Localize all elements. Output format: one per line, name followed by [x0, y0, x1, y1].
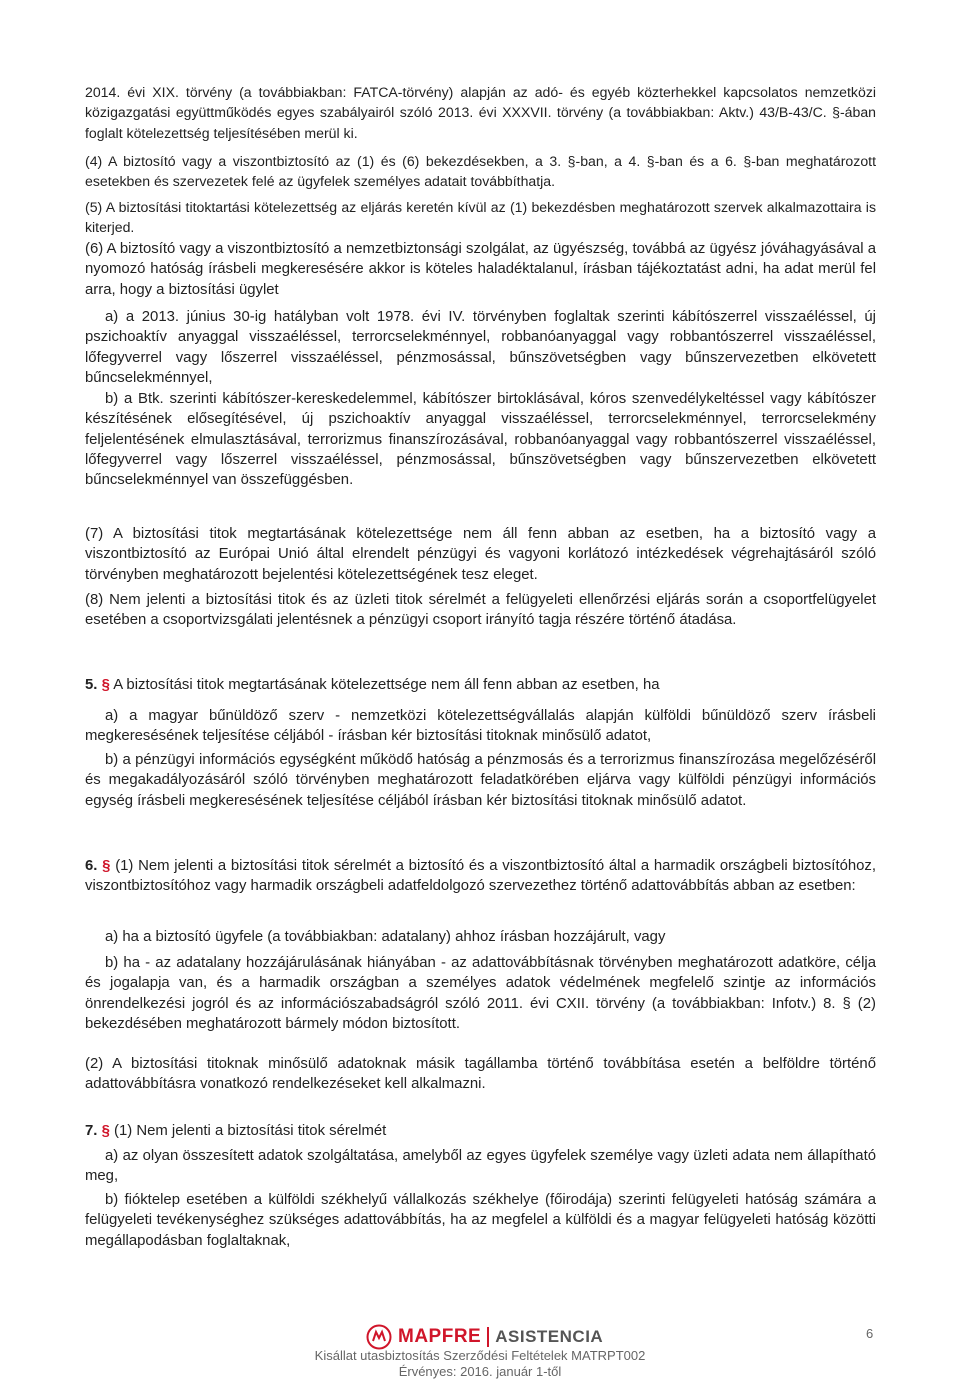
logo-divider — [487, 1327, 489, 1347]
paragraph-5: (5) A biztosítási titoktartási kötelezettség az eljárás keretén kívül az (1) bekezdésben meghatározott szervek alkalmazottaira is kiterjed. — [85, 199, 876, 236]
mapfre-emblem-icon — [366, 1324, 392, 1350]
paragraph-sign-icon: § — [101, 1123, 110, 1139]
footer-document-title: Kisállat utasbiztosítás Szerződési Feltételek MATRPT002 — [314, 1348, 646, 1363]
section-text: A biztosítási titok megtartásának kötelezettsége nem áll fenn abban az esetben, ha — [113, 677, 660, 693]
section-5-intro — [85, 675, 876, 695]
paragraph-sign-icon: § — [101, 677, 110, 693]
section-5b: b) a pénzügyi információs egységként működő hatóság a pénzmosás és a terrorizmus finanszírozása megelőzéséről és megakadályozásáról szóló törvényben meghatározott feladatkörében eljárva vagy külföldi pénzügyi információs egység írásbeli megkeresésének teljesítése céljából írásban kér biztosítási titoknak minősülő adatot. — [85, 752, 876, 809]
logo-brand: MAPFRE — [398, 1326, 482, 1347]
paragraph-6: (6) A biztosító vagy a viszontbiztosító a nemzetbiztonsági szolgálat, az ügyészség, továbbá az ügyész jóváhagyásával a nyomozó hatóság írásbeli megkeresésére akkor is köteles haladéktalanul, írásban tájékoztatást adni, ha adat merül fel arra, hogy a biztosítási ügylet — [85, 241, 876, 298]
section-6a: a) ha a biztosító ügyfele (a továbbiakban: adatalany) ahhoz írásban hozzájárult, vagy — [105, 929, 666, 945]
paragraph-fatca: 2014. évi XIX. törvény (a továbbiakban: FATCA-törvény) alapján az adó- és egyéb közterhekkel kapcsolatos nemzetközi közigazgatási együttműködés egyes szabályairól szóló 2013. évi XXXVII. törvény (a továbbiakban: Aktv.) 43/B-43/C. §-ában foglalt kötelezettség teljesítésében merül ki. — [85, 84, 876, 141]
paragraph-6a: a) a 2013. június 30-ig hatályban volt 1978. évi IV. törvényben foglaltak szerinti kábítószerrel visszaéléssel, új pszichoaktív anyaggal visszaéléssel, terrorcselekménnyel, robbanóanyaggal vagy robbantószerrel visszaéléssel, lőfegyverrel vagy lőszerrel visszaéléssel, pénzmosással, bűnszövetségben vagy bűnszervezetben elkövetett bűncselekménnyel, — [85, 309, 876, 386]
section-7b: b) fióktelep esetében a külföldi székhelyű vállalkozás székhelye (főirodája) szerinti felügyeleti hatóság számára a felügyeleti tevékenységhez szükséges adattovábbítás, ha az megfelel a külföldi és a magyar felügyeleti hatóság közötti megállapodásban foglaltaknak, — [85, 1192, 876, 1249]
paragraph-4: (4) A biztosító vagy a viszontbiztosító az (1) és (6) bekezdésekben, a 3. §-ban, a 4. §-ban és a 6. §-ban meghatározott esetekben és szervezetek felé az ügyfelek személyes adatait továbbíthatja. — [85, 153, 876, 190]
logo-sub: ASISTENCIA — [495, 1327, 604, 1346]
section-number: 5. — [85, 677, 98, 693]
paragraph-7: (7) A biztosítási titok megtartásának kötelezettsége nem áll fenn abban az esetben, ha a biztosító vagy a viszontbiztosító az Európai Unió által elrendelt pénzügyi és vagyoni korlátozó intézkedések végrehajtásáról szóló törvényben meghatározott bejelentési kötelezettségének tesz eleget. — [85, 526, 876, 583]
section-5a: a) a magyar bűnüldöző szerv - nemzetközi kötelezettségvállalás alapján külföldi bűnüldöző szerv írásbeli megkeresésének teljesítése céljából - írásban kér biztosítási titoknak minősülő adatot, — [85, 708, 876, 745]
section-text: (1) Nem jelenti a biztosítási titok sérelmét — [114, 1123, 387, 1139]
section-6-intro — [85, 856, 876, 897]
section-7a: a) az olyan összesített adatok szolgáltatása, amelyből az egyes ügyfelek személye vagy üzleti adata nem állapítható meg, — [85, 1148, 876, 1185]
section-6b: b) ha - az adatalany hozzájárulásának hiányában - az adattovábbításnak törvényben meghatározott adatköre, célja és jogalapja van, és a harmadik országban a személyes adatok védelmének megfelelő szintje az információs önrendelkezési jogról és az információszabadságról szóló 2011. évi CXII. törvény (a továbbiakban: Infotv.) 8. § (2) bekezdésében meghatározott bármely módon biztosított. — [85, 955, 876, 1032]
footer-valid-from: Érvényes: 2016. január 1-től — [398, 1364, 562, 1379]
section-number: 6. — [85, 858, 98, 874]
section-7-intro — [85, 1121, 876, 1141]
page-number: 6 — [866, 1326, 874, 1341]
section-text: (1) Nem jelenti a biztosítási titok sérelmét a biztosító és a viszontbiztosító által a harmadik országbeli biztosítóhoz, viszontbiztosítóhoz vagy harmadik országbeli adatfeldolgozó szervezethez történő adattovábbítás abban az esetben: — [85, 858, 877, 895]
section-number: 7. — [85, 1123, 98, 1139]
paragraph-8: (8) Nem jelenti a biztosítási titok és az üzleti titok sérelmét a felügyeleti ellenőrzési eljárás során a csoportfelügyelet esetében a csoportvizsgálati jelentésnek a pénzügyi csoport irányító tagja részére történő átadása. — [85, 592, 876, 629]
section-6-2: (2) A biztosítási titoknak minősülő adatoknak másik tagállamba történő továbbítása esetén a belföldre történő adattovábbításra vonatkozó rendelkezéseket kell alkalmazni. — [85, 1056, 876, 1093]
paragraph-6b: b) a Btk. szerinti kábítószer-kereskedelemmel, kábítószer birtoklásával, kóros szenvedélykeltéssel vagy kábítószer készítésének elősegítésével, új pszichoaktív anyaggal visszaéléssel, terrorcselekménnyel, terrorcselekmény feljelentésének elmulasztásával, terrorizmus finanszírozásával, robbanóanyaggal vagy robbantószerrel visszaéléssel, lőfegyverrel vagy lőszerrel visszaéléssel, pénzmosással, bűnszövetségben vagy bűnszervezetben elkövetett bűncselekménnyel van összefüggésben. — [85, 391, 876, 489]
paragraph-sign-icon: § — [102, 858, 111, 874]
